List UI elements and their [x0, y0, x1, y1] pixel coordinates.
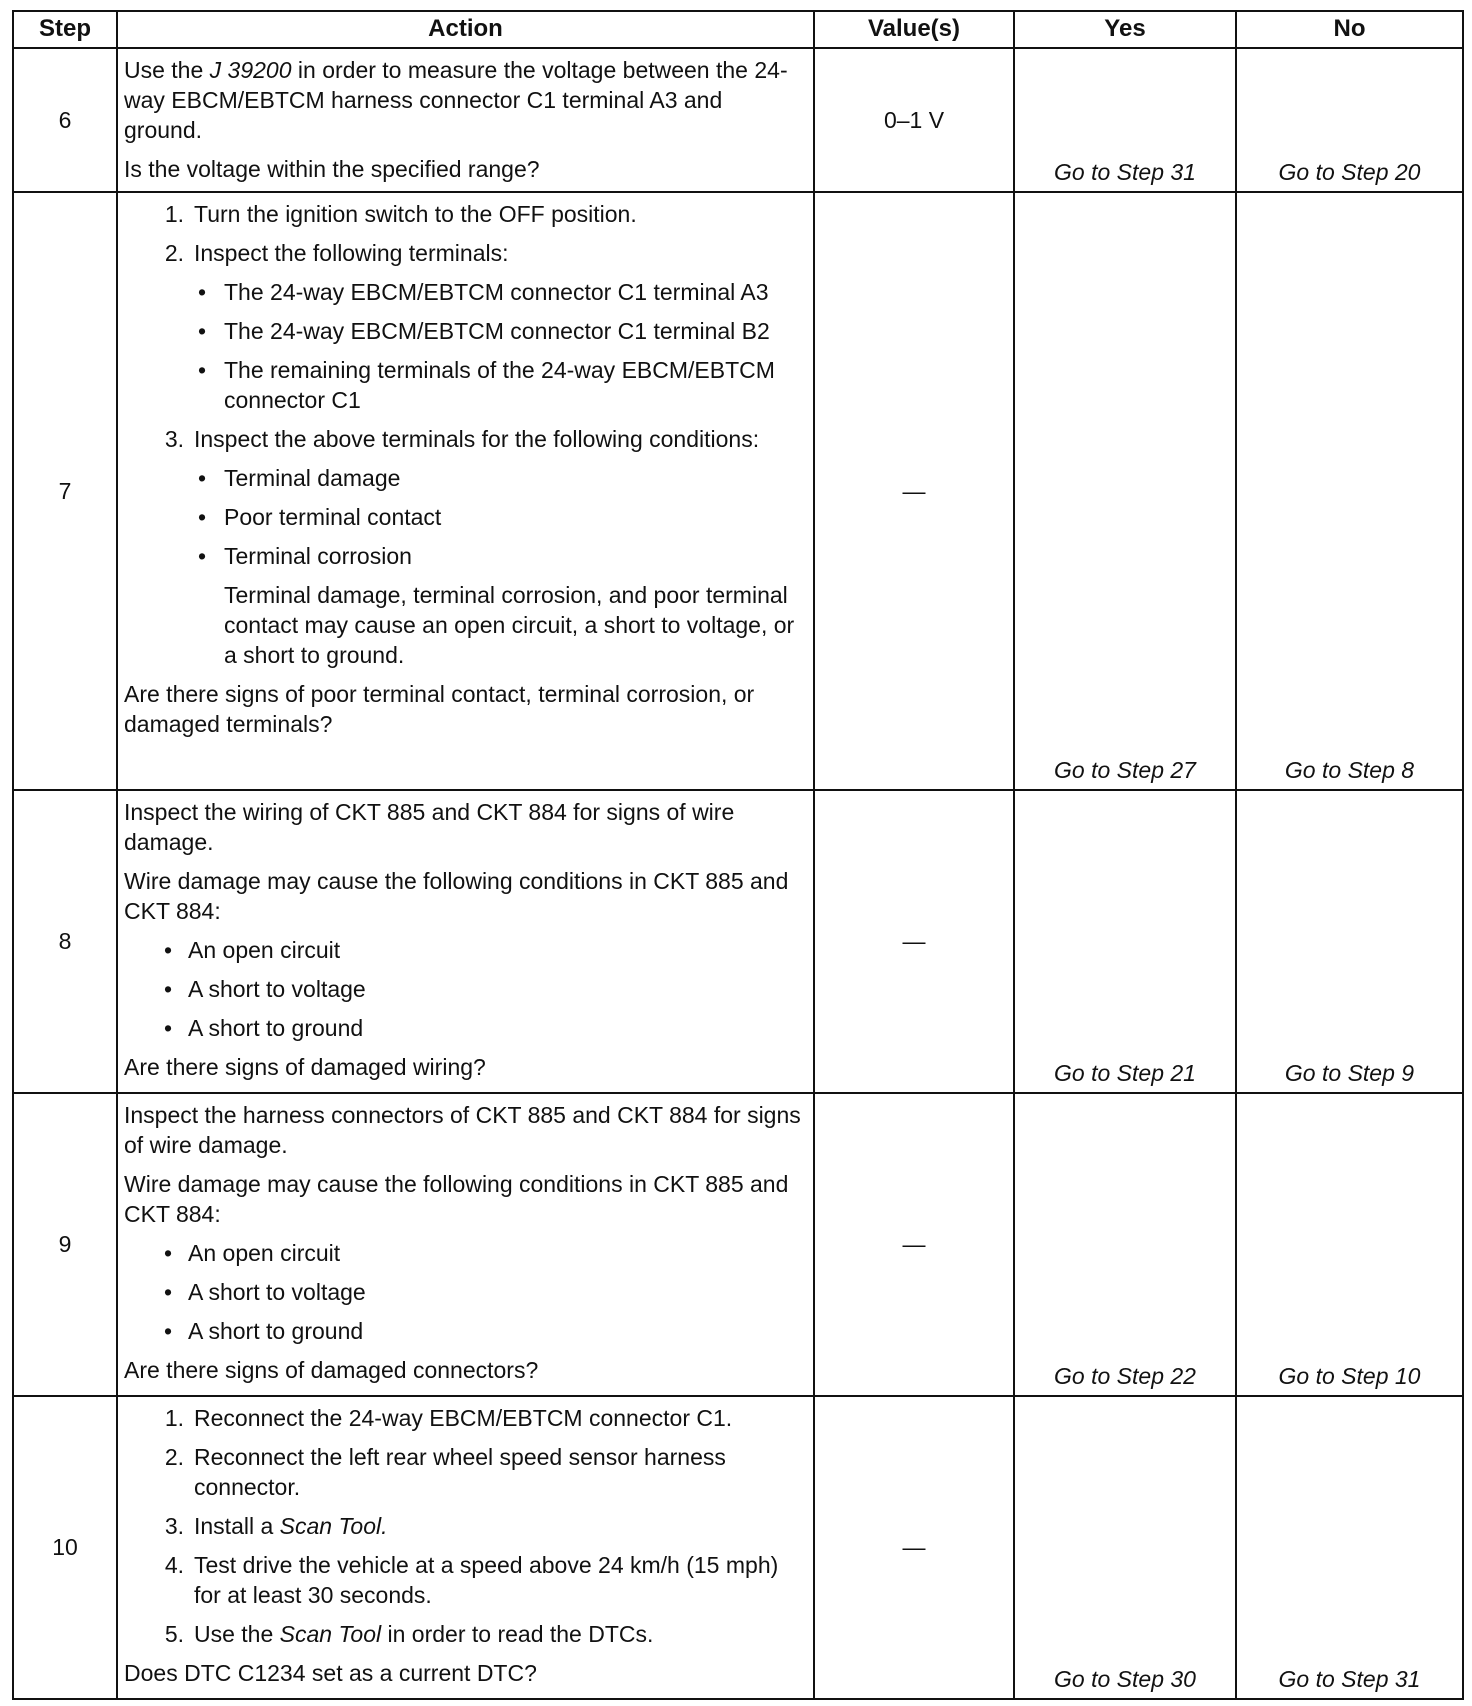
value-cell: — [814, 790, 1014, 1093]
action-intro: Inspect the harness connectors of CKT 885 and CKT 884 for signs of wire damage. [124, 1101, 801, 1158]
no-cell: Go to Step 8 [1236, 192, 1463, 790]
tool-name: Scan Tool. [279, 1512, 388, 1539]
bullet-item: • An open circuit [163, 936, 341, 963]
action-question: Are there signs of damaged wiring? [124, 1053, 486, 1080]
value-cell: 0–1 V [814, 48, 1014, 192]
numbered-item: 3. Inspect the above terminals for the following conditions: [164, 425, 760, 452]
no-cell: Go to Step 31 [1236, 1396, 1463, 1699]
no-cell: Go to Step 10 [1236, 1093, 1463, 1396]
action-question: Is the voltage within the specified range? [124, 155, 540, 182]
bullet-item: • Terminal corrosion [197, 542, 412, 569]
action-intro: Inspect the wiring of CKT 885 and CKT 884 for signs of wire damage. [124, 798, 735, 855]
no-cell: Go to Step 20 [1236, 48, 1463, 192]
action-cell [117, 1093, 814, 1396]
numbered-item: 4. Test drive the vehicle at a speed above 24 km/h (15 mph) for at least 30 seconds. [164, 1551, 779, 1608]
bullet-item: • The 24-way EBCM/EBTCM connector C1 terminal B2 [197, 317, 770, 344]
yes-cell: Go to Step 30 [1014, 1396, 1236, 1699]
step-number: 9 [13, 1093, 117, 1396]
step-row-6 [13, 48, 1463, 192]
no-cell: Go to Step 9 [1236, 790, 1463, 1093]
action-cell [117, 192, 814, 790]
bullet-item: • A short to ground [163, 1317, 364, 1344]
step-row-10 [13, 1396, 1463, 1699]
diagnostic-table [12, 10, 1464, 1700]
header-no: No [1236, 11, 1463, 48]
value-cell: — [814, 192, 1014, 790]
bullet-item: • An open circuit [163, 1239, 341, 1266]
step-number: 7 [13, 192, 117, 790]
step-number: 10 [13, 1396, 117, 1699]
yes-cell: Go to Step 21 [1014, 790, 1236, 1093]
yes-cell: Go to Step 22 [1014, 1093, 1236, 1396]
bullet-item: • Terminal damage [197, 464, 401, 491]
step-row-8 [13, 790, 1463, 1093]
action-cell [117, 1396, 814, 1699]
header-step: Step [13, 11, 117, 48]
header-action: Action [117, 11, 814, 48]
bullet-item: • A short to voltage [163, 1278, 366, 1305]
numbered-item: 3. Install a Scan Tool. [164, 1512, 388, 1539]
value-cell: — [814, 1396, 1014, 1699]
step-row-9 [13, 1093, 1463, 1396]
yes-cell: Go to Step 31 [1014, 48, 1236, 192]
action-cell [117, 48, 814, 192]
numbered-item: 1. Turn the ignition switch to the OFF position. [164, 200, 637, 227]
step-number: 6 [13, 48, 117, 192]
value-cell: — [814, 1093, 1014, 1396]
numbered-item: 2. Inspect the following terminals: [164, 239, 509, 266]
action-cell [117, 790, 814, 1093]
header-value: Value(s) [814, 11, 1014, 48]
header-yes: Yes [1014, 11, 1236, 48]
header-row [13, 11, 1463, 48]
step-number: 8 [13, 790, 117, 1093]
action-question: Are there signs of poor terminal contact, terminal corrosion, or damaged terminals? [124, 680, 755, 737]
action-note: Terminal damage, terminal corrosion, and poor terminal contact may cause an open circuit, a short to voltage, or a short to ground. [224, 581, 795, 668]
tool-name: J 39200 [209, 56, 292, 83]
bullet-item: • Poor terminal contact [197, 503, 442, 530]
action-intro: Use the J 39200 in order to measure the voltage between the 24-way EBCM/EBTCM harness connector C1 terminal A3 and ground. [124, 56, 788, 143]
action-question: Are there signs of damaged connectors? [124, 1356, 539, 1383]
numbered-item: 1. Reconnect the 24-way EBCM/EBTCM connector C1. [164, 1404, 733, 1431]
bullet-item: • A short to ground [163, 1014, 364, 1041]
numbered-item: 5. Use the Scan Tool in order to read the DTCs. [164, 1620, 654, 1647]
bullet-item: • The 24-way EBCM/EBTCM connector C1 terminal A3 [197, 278, 769, 305]
action-question: Does DTC C1234 set as a current DTC? [124, 1659, 537, 1686]
tool-name: Scan Tool [279, 1620, 382, 1647]
step-row-7 [13, 192, 1463, 790]
bullet-item: • The remaining terminals of the 24-way EBCM/EBTCM connector C1 [197, 356, 775, 413]
bullet-item: • A short to voltage [163, 975, 366, 1002]
action-intro-2: Wire damage may cause the following conditions in CKT 885 and CKT 884: [124, 867, 789, 924]
action-intro-2: Wire damage may cause the following conditions in CKT 885 and CKT 884: [124, 1170, 789, 1227]
yes-cell: Go to Step 27 [1014, 192, 1236, 790]
numbered-item: 2. Reconnect the left rear wheel speed sensor harness connector. [164, 1443, 726, 1500]
